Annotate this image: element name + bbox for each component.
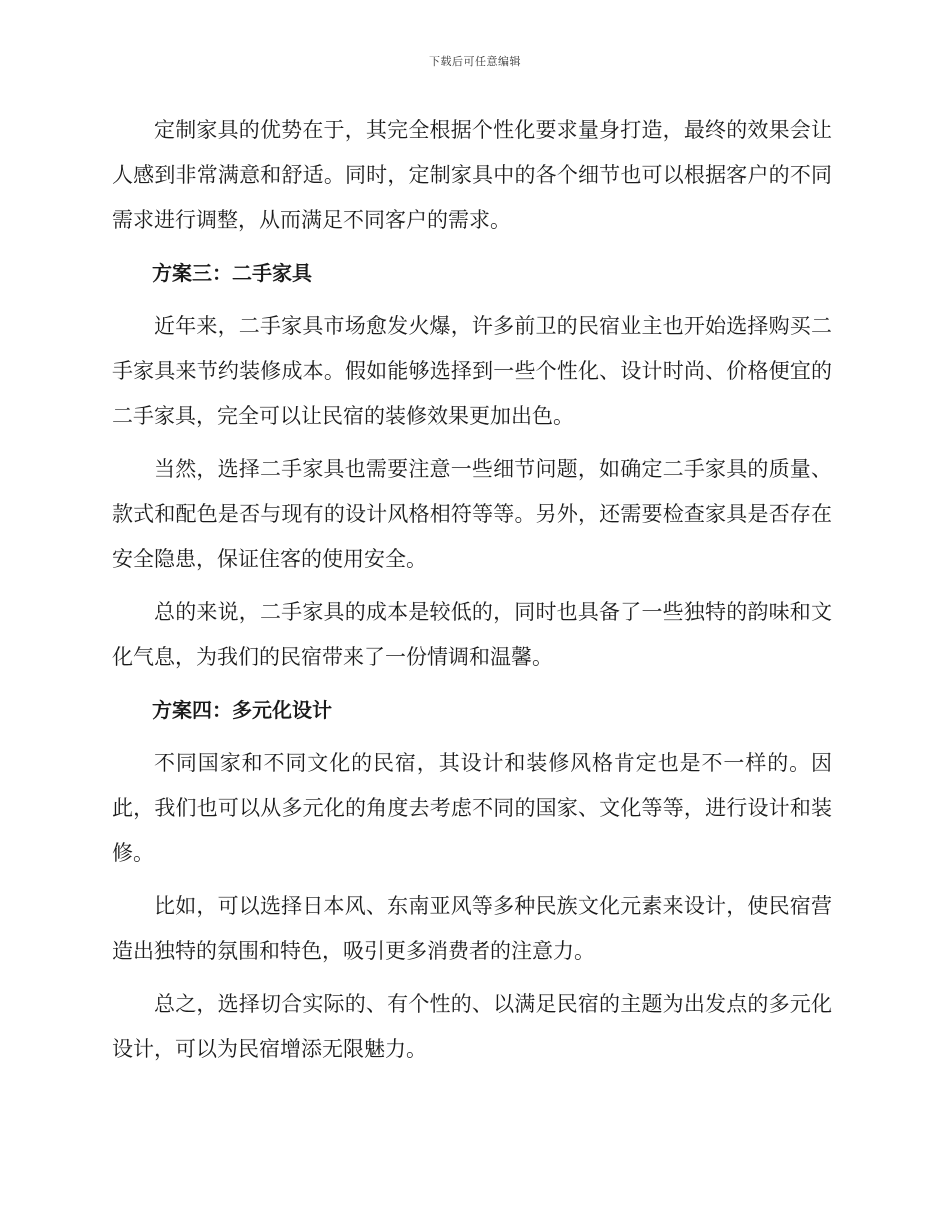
paragraph-second-hand-market: 近年来，二手家具市场愈发火爆，许多前卫的民宿业主也开始选择购买二手家具来节约装修成本。假如能够选择到一些个性化、设计时尚、价格便宜的二手家具，完全可以让民宿的装修效果更加出色。 bbox=[112, 314, 832, 428]
paragraph-diverse-design-conclusion: 总之，选择切合实际的、有个性的、以满足民宿的主题为出发点的多元化设计，可以为民宿增添无限魅力。 bbox=[112, 992, 832, 1061]
section-heading-plan-four: 方案四：多元化设计 bbox=[152, 698, 332, 722]
paragraph-second-hand-caution: 当然，选择二手家具也需要注意一些细节问题，如确定二手家具的质量、款式和配色是否与现有的设计风格相符等等。另外，还需要检查家具是否存在安全隐患，保证住客的使用安全。 bbox=[112, 457, 832, 571]
paragraph-second-hand-summary: 总的来说，二手家具的成本是较低的，同时也具备了一些独特的韵味和文化气息，为我们的民宿带来了一份情调和温馨。 bbox=[112, 600, 832, 669]
page-header: 下载后可任意编辑 bbox=[429, 55, 521, 68]
paragraph-custom-furniture-advantages: 定制家具的优势在于，其完全根据个性化要求量身打造，最终的效果会让人感到非常满意和舒适。同时，定制家具中的各个细节也可以根据客户的不同需求进行调整，从而满足不同客户的需求。 bbox=[112, 118, 832, 232]
paragraph-diverse-design-intro: 不同国家和不同文化的民宿，其设计和装修风格肯定也是不一样的。因此，我们也可以从多元化的角度去考虑不同的国家、文化等等，进行设计和装修。 bbox=[112, 751, 832, 865]
document-body bbox=[112, 108, 832, 1080]
section-heading-plan-three: 方案三：二手家具 bbox=[152, 261, 312, 285]
paragraph-diverse-design-example: 比如，可以选择日本风、东南亚风等多种民族文化元素来设计，使民宿营造出独特的氛围和特色，吸引更多消费者的注意力。 bbox=[112, 894, 832, 963]
